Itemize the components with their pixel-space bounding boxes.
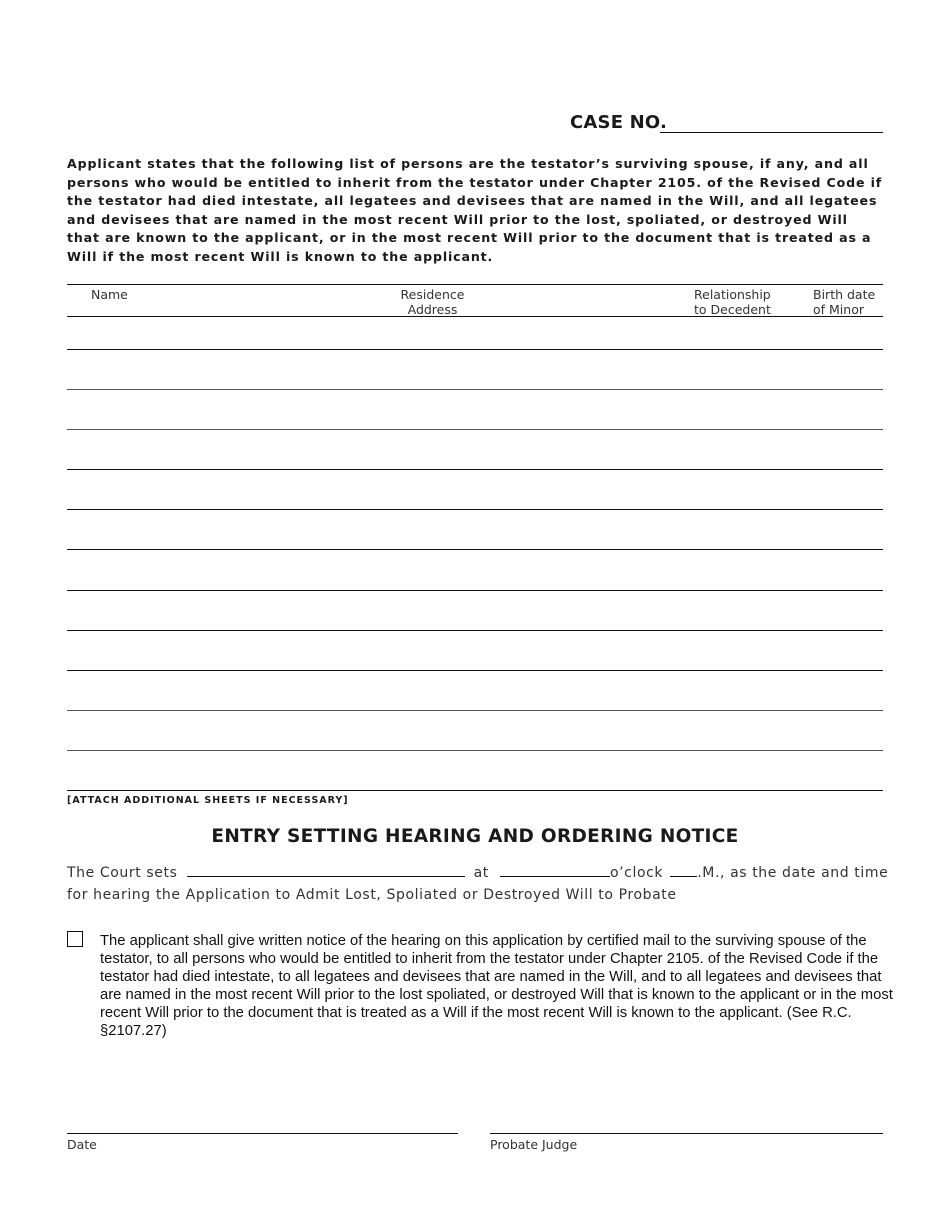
notice-text: The applicant shall give written notice of the hearing on this application by certified mail to the surviving spouse of the testator, to all persons who would be entitled to inherit from the testator under Chapter 2105. of the Revised Code if the testator had died intestate, to all legatees and devisees that are named in the Will, and to all legatees and devisees that are named in the most recent Will prior to the lost spoliated, or destroyed Will that is known to the applicant or in the most recent Will prior to the document that is treated as a Will if the most recent Will is known to the applicant. (See R.C. §2107.27) xyxy=(100,933,893,1039)
table-row[interactable] xyxy=(67,670,883,671)
date-signature-field[interactable] xyxy=(67,1133,458,1134)
column-header-birth-line2: of Minor xyxy=(813,302,864,317)
column-header-residence xyxy=(370,287,495,317)
probate-judge-label: Probate Judge xyxy=(490,1137,578,1152)
case-number-field[interactable] xyxy=(660,132,883,133)
hearing-date-line xyxy=(67,865,888,881)
attach-sheets-note: [ATTACH ADDITIONAL SHEETS IF NECESSARY] xyxy=(67,795,349,806)
column-header-relationship-line1: Relationship xyxy=(694,287,771,302)
column-header-birth-date xyxy=(813,287,875,317)
oclock-label: o’clock xyxy=(609,865,664,881)
hearing-time-field[interactable] xyxy=(500,875,610,877)
table-row[interactable] xyxy=(67,549,883,550)
entry-section-title: ENTRY SETTING HEARING AND ORDERING NOTICE xyxy=(211,826,739,847)
column-header-relationship xyxy=(694,287,771,317)
column-header-relationship-line2: to Decedent xyxy=(694,302,771,317)
table-row[interactable] xyxy=(67,429,883,430)
table-row[interactable] xyxy=(67,590,883,591)
hearing-date-field[interactable] xyxy=(187,875,465,877)
date-label: Date xyxy=(67,1137,97,1152)
column-header-residence-line2: Address xyxy=(407,302,458,317)
column-header-name-text: Name xyxy=(91,287,128,302)
table-header-rule xyxy=(67,316,883,317)
column-header-name xyxy=(91,287,128,302)
table-row[interactable] xyxy=(67,389,883,390)
at-label: at xyxy=(473,865,489,881)
table-top-rule xyxy=(67,284,883,285)
court-sets-label: The Court sets xyxy=(67,865,178,881)
am-pm-field[interactable] xyxy=(670,875,697,877)
table-row[interactable] xyxy=(67,630,883,631)
table-row[interactable] xyxy=(67,469,883,470)
judge-signature-field[interactable] xyxy=(490,1133,883,1134)
column-header-birth-line1: Birth date xyxy=(813,287,876,302)
column-header-residence-line1: Residence xyxy=(400,287,465,302)
case-number-label: CASE NO. xyxy=(570,112,668,133)
intro-statement: Applicant states that the following list of persons are the testator’s surviving spouse, if any, and all persons who would be entitled to inherit from the testator under Chapter 2105. of the Revised Code if the testator had died intestate, all legatees and devisees that are named in the Will, and all legatees and devisees that are named in the most recent Will prior to the lost, spoliated, or destroyed Will that are known to the applicant, or in the most recent Will prior to the document that is treated as a Will if the most recent Will is known to the applicant. xyxy=(67,156,883,264)
table-row[interactable] xyxy=(67,750,883,751)
hearing-purpose-line: for hearing the Application to Admit Lost, Spoliated or Destroyed Will to Probate xyxy=(67,887,677,903)
table-row[interactable] xyxy=(67,710,883,711)
table-row[interactable] xyxy=(67,509,883,510)
table-row[interactable] xyxy=(67,790,883,791)
m-date-time-label: .M., as the date and time xyxy=(697,865,889,881)
notice-checkbox[interactable] xyxy=(67,931,83,947)
table-row[interactable] xyxy=(67,349,883,350)
